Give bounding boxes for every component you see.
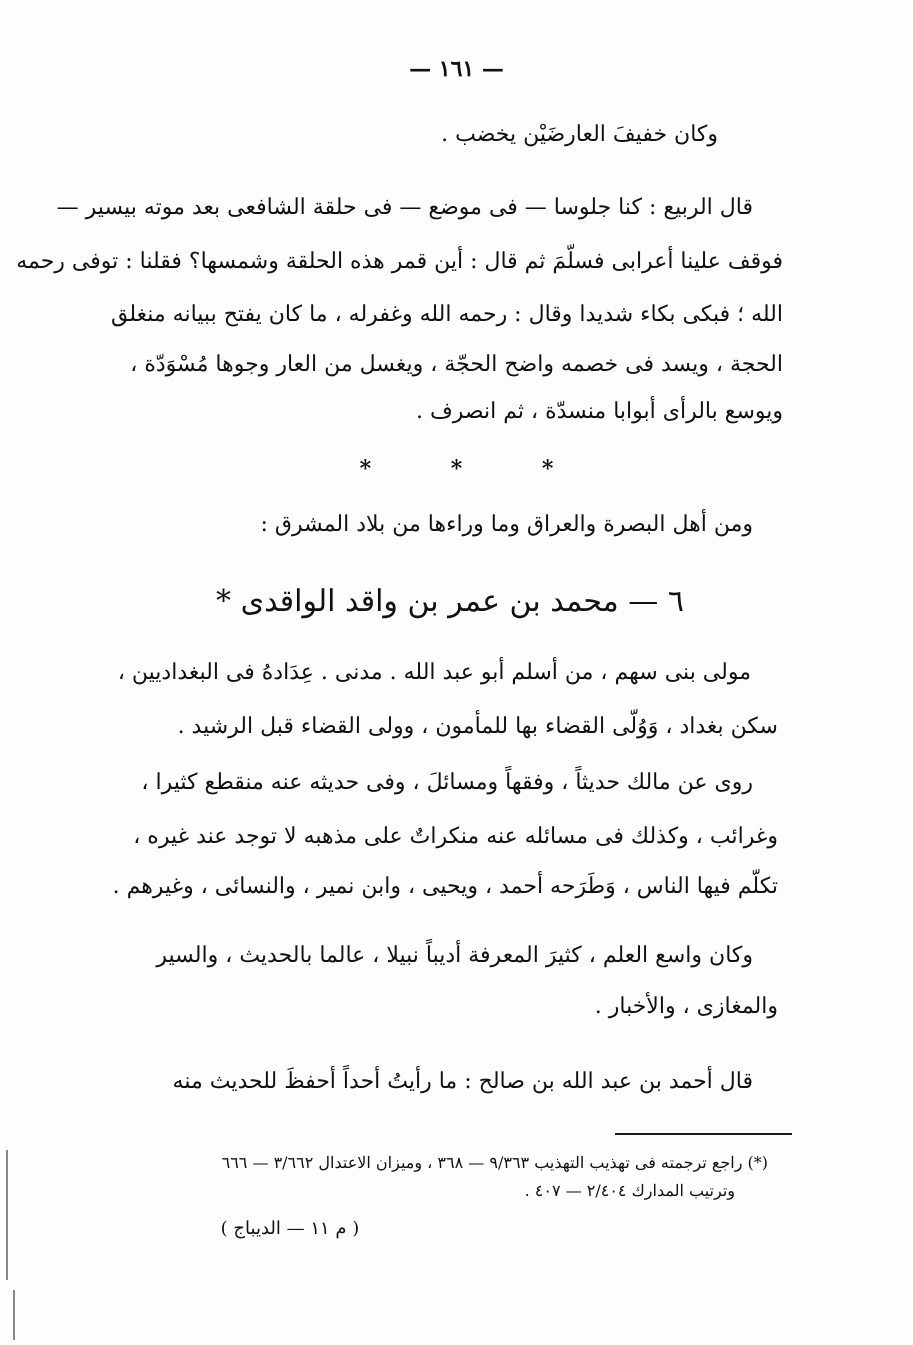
footnote-line: وترتيب المدارك ٢/٤٠٤ — ٤٠٧ . (524, 1181, 735, 1200)
paragraph-line: تكلّم فيها الناس ، وَطَرَحه أحمد ، ويحيى ، وابن نمير ، والنسائى ، وغيرهم . (112, 874, 778, 899)
paragraph-line: روى عن مالك حديثاً ، وفقهاً ومسائلَ ، وفى حديثه عنه منقطع كثيرا ، (141, 770, 753, 795)
paragraph-line: قال الربيع : كنا جلوسا — فى موضع — فى حلقة الشافعى بعد موته بيسير — (56, 195, 753, 220)
paragraph-line: وغرائب ، وكذلك فى مسائله عنه منكراتٌ على مذهبه لا توجد عند غيره ، (133, 824, 778, 849)
biography-heading: ٦ — محمد بن عمر بن واقد الواقدى * (216, 584, 684, 619)
signature-mark: ( م ١١ — الديباج ) (220, 1218, 360, 1239)
footnote-rule (615, 1133, 792, 1135)
paragraph-line: وكان واسع العلم ، كثيرَ المعرفة أديباً نبيلا ، عالما بالحديث ، والسير (156, 943, 753, 968)
paragraph-line: قال أحمد بن عبد الله بن صالح : ما رأيتُ أحداً أحفظَ للحديث منه (172, 1069, 753, 1094)
paragraph-line: ويوسع بالرأى أبوابا منسدّة ، ثم انصرف . (416, 399, 783, 424)
paragraph-line: فوقف علينا أعرابى فسلّمَ ثم قال : أين قمر هذه الحلقة وشمسها؟ فقلنا : توفى رحمه (16, 249, 783, 274)
page-number: — ١٦١ — (409, 56, 504, 82)
paragraph-line: مولى بنى سهم ، من أسلم أبو عبد الله . مدنى . عِدَادهُ فى البغداديين ، (117, 660, 751, 685)
scan-edge-mark (13, 1290, 15, 1340)
paragraph-line: الحجة ، ويسد فى خصمه واضح الحجّة ، ويغسل من العار وجوها مُسْوَدّة ، (130, 352, 783, 377)
verse-line: وكان خفيفَ العارضَيْن يخضب . (441, 122, 718, 147)
section-separator: * * * (359, 456, 590, 482)
footnote-line: (*) راجع ترجمته فى تهذيب التهذيب ٩/٣٦٣ — ٣٦٨ ، وميزان الاعتدال ٣/٦٦٢ — ٦٦٦ (221, 1153, 768, 1172)
paragraph-line: سكن بغداد ، وَوُلّى القضاء بها للمأمون ، وولى القضاء قبل الرشيد . (177, 714, 778, 739)
scan-edge-mark (6, 1150, 8, 1280)
paragraph-line: ومن أهل البصرة والعراق وما وراءها من بلاد المشرق : (260, 512, 753, 537)
paragraph-line: الله ؛ فبكى بكاء شديدا وقال : رحمه الله وغفرله ، ما كان يفتح ببيانه منغلق (111, 302, 783, 327)
paragraph-line: والمغازى ، والأخبار . (594, 994, 778, 1019)
